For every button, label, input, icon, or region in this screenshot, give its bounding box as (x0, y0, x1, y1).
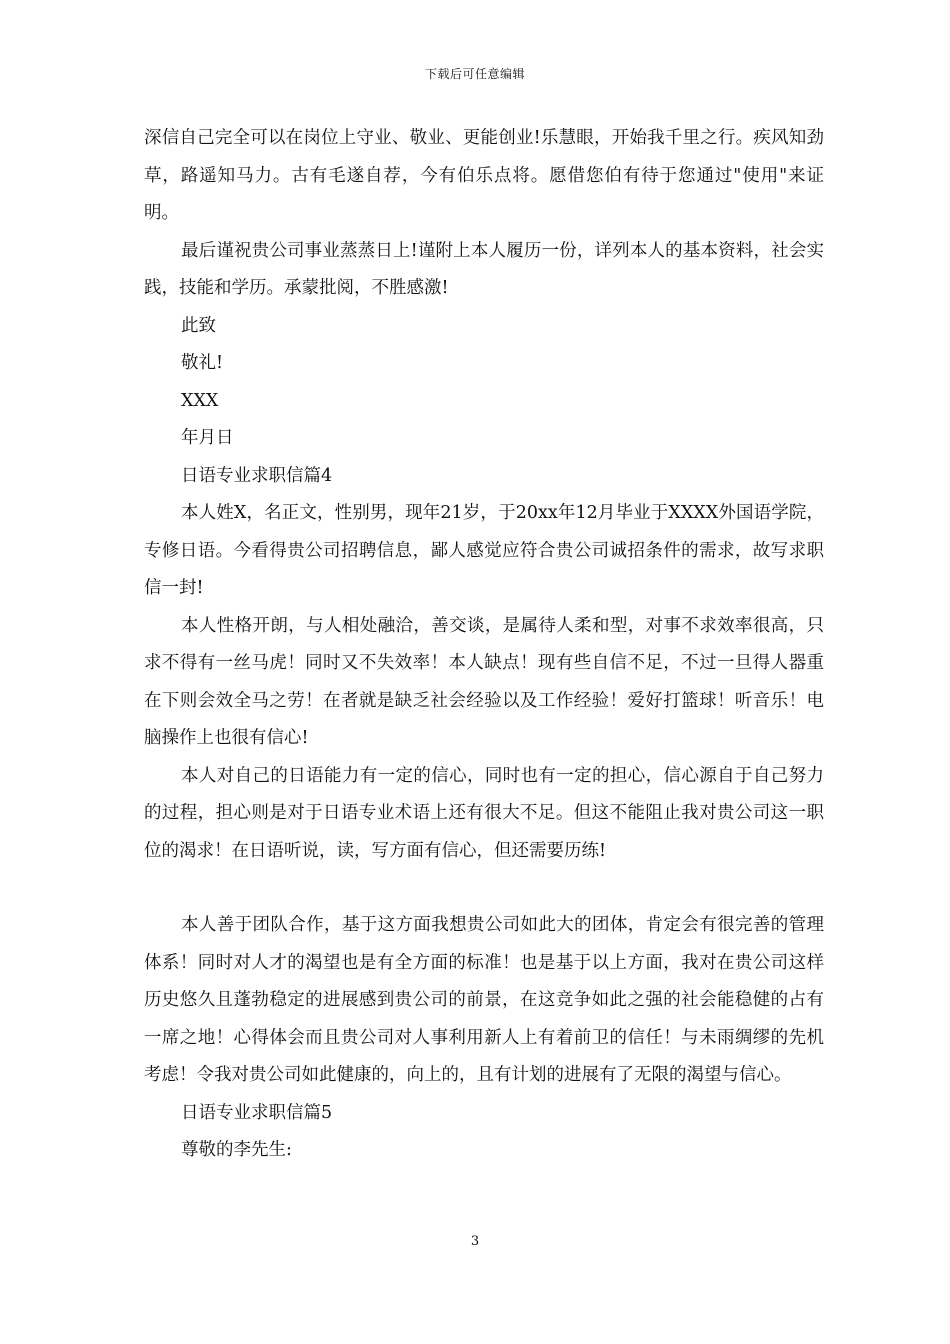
signature-date: 年月日 (181, 428, 234, 448)
section-heading-5: 日语专业求职信篇5 (181, 1102, 333, 1123)
document-body (144, 120, 824, 1170)
paragraph-continuation: 深信自己完全可以在岗位上守业、敬业、更能创业!乐慧眼，开始我千里之行。疾风知劲草，路遥知马力。古有毛遂自荐，今有伯乐点将。愿借您伯有待于您通过"使用"来证明。 (144, 128, 824, 223)
section-heading-4: 日语专业求职信篇4 (181, 465, 333, 486)
paragraph-teamwork: 本人善于团队合作，基于这方面我想贵公司如此大的团体，肯定会有很完善的管理体系！同时对人才的渴望也是有全方面的标准！也是基于以上方面，我对在贵公司这样历史悠久且蓬勃稳定的进展感到贵公司的前景，在这竞争如此之强的社会能稳健的占有一席之地！心得体会而且贵公司对人事利用新人上有着前卫的信任！与未雨绸缪的先机考虑！令我对贵公司如此健康的，向上的，且有计划的进展有了无限的渴望与信心。 (144, 915, 824, 1085)
paragraph-japanese-ability: 本人对自己的日语能力有一定的信心，同时也有一定的担心，信心源自于自己努力的过程，担心则是对于日语专业术语上还有很大不足。但这不能阻止我对贵公司这一职位的渴求！在日语听说，读，写方面有信心，但还需要历练! (144, 765, 824, 861)
salutation-cizhi: 此致 (181, 315, 216, 336)
page-header: 下载后可任意编辑 (424, 67, 525, 81)
greeting-line: 尊敬的李先生: (181, 1140, 292, 1160)
page-number: 3 (470, 1234, 480, 1249)
paragraph-closing-wish: 最后谨祝贵公司事业蒸蒸日上!谨附上本人履历一份，详列本人的基本资料，社会实践，技能和学历。承蒙批阅，不胜感激! (144, 240, 824, 298)
paragraph-personality: 本人性格开朗，与人相处融洽，善交谈，是属待人柔和型，对事不求效率很高，只求不得有一丝马虎！同时又不失效率！本人缺点！现有些自信不足，不过一旦得人器重在下则会效全马之劳！在者就是缺乏社会经验以及工作经验！爱好打篮球！听音乐！电脑操作上也很有信心! (144, 615, 824, 748)
paragraph-spacer (144, 870, 824, 907)
paragraph-intro: 本人姓X，名正文，性别男，现年21岁，于20xx年12月毕业于XXXX外国语学院，专修日语。今看得贵公司招聘信息，鄙人感觉应符合贵公司诚招条件的需求，故写求职信一封! (144, 503, 824, 598)
signature-name: XXX (181, 390, 219, 411)
salutation-jingli: 敬礼! (181, 353, 224, 373)
